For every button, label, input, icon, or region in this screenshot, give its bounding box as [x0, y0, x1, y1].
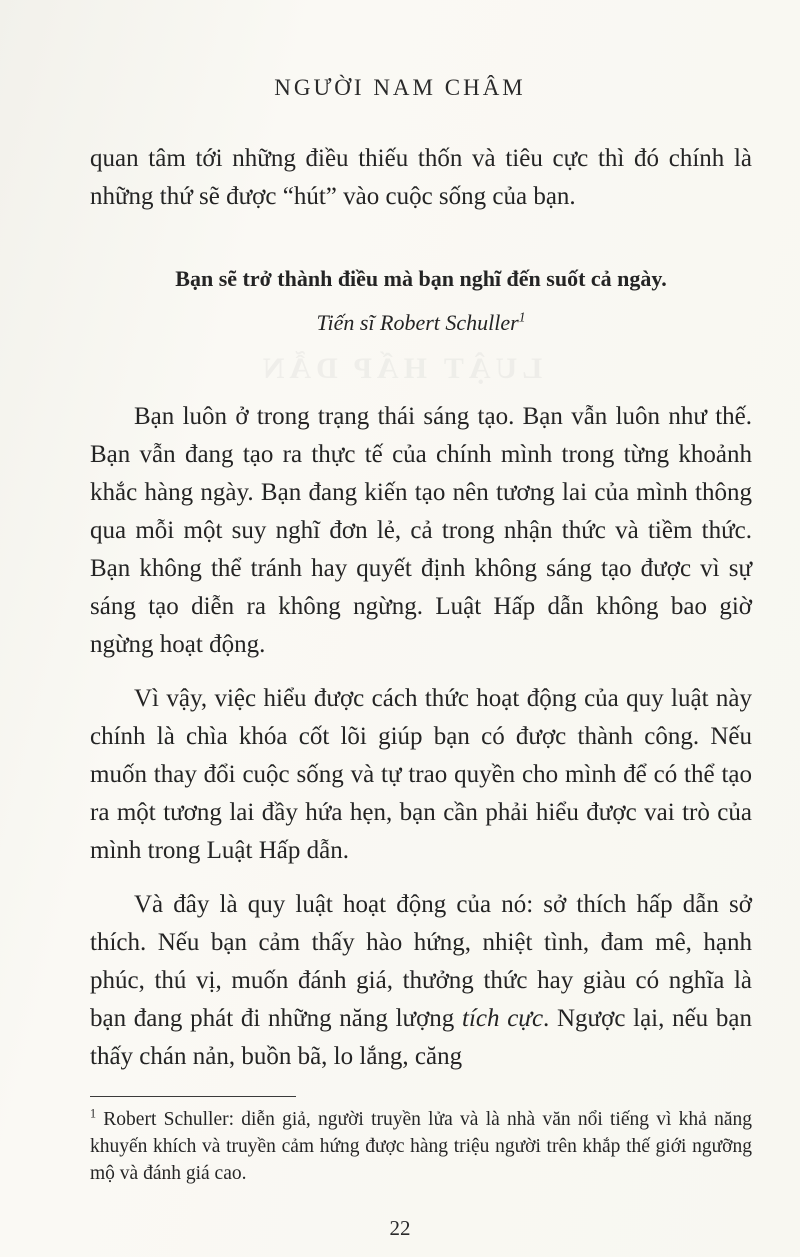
- footnote-marker: 1: [518, 309, 526, 325]
- footnote: [90, 1106, 752, 1187]
- body-paragraph: Vì vậy, việc hiểu được cách thức hoạt động của quy luật này chính là chìa khóa cốt lõi giúp bạn có được thành công. Nếu muốn thay đổi cuộc sống và tự trao quyền cho mình để có thể tạo ra một tương lai đầy hứa hẹn, bạn cần phải hiểu được vai trò của mình trong Luật Hấp dẫn.: [90, 685, 752, 864]
- bleedthrough-text: LUẬT HẤP DẪN: [257, 352, 543, 385]
- quote-attribution: [90, 306, 752, 340]
- continuation-paragraph: quan tâm tới những điều thiếu thốn và tiêu cực thì đó chính là những thứ sẽ được “hút” vào cuộc sống của bạn.: [90, 145, 752, 210]
- running-header: NGƯỜI NAM CHÂM: [274, 75, 526, 100]
- quote-line: Bạn sẽ trở thành điều mà bạn nghĩ đến suốt cả ngày.: [175, 266, 667, 291]
- paragraph-text: . Ngược lại, nếu bạn thấy chán nản, buồn bã, lo lắng, căng: [90, 1005, 752, 1070]
- footnote-block: [90, 1096, 752, 1187]
- footnote-divider: [90, 1096, 296, 1097]
- body-paragraph: Bạn luôn ở trong trạng thái sáng tạo. Bạn vẫn luôn như thế. Bạn vẫn đang tạo ra thực tế của chính mình trong từng khoảnh khắc hàng ngày. Bạn đang kiến tạo nên tương lai của mình thông qua mỗi một suy nghĩ đơn lẻ, cả trong nhận thức và tiềm thức. Bạn không thể tránh hay quyết định không sáng tạo được vì sự sáng tạo diễn ra không ngừng. Luật Hấp dẫn không bao giờ ngừng hoạt động.: [90, 403, 752, 658]
- page-body: [90, 140, 752, 1076]
- paragraph-text: Và đây là quy luật hoạt động của nó: sở thích hấp dẫn sở thích. Nếu bạn cảm thấy hào hứng, nhiệt tình, đam mê, hạnh phúc, thú vị, muốn đánh giá, thưởng thức hay giàu có nghĩa là bạn đang phát đi những năng lượng: [90, 891, 752, 1032]
- footnote-marker: 1: [90, 1106, 97, 1121]
- footnote-text: Robert Schuller: diễn giả, người truyền lửa và là nhà văn nổi tiếng vì khả năng khuyến khích và truyền cảm hứng được hàng triệu người trên khắp thế giới ngưỡng mộ và đánh giá cao.: [90, 1109, 752, 1184]
- quote-author: Tiến sĩ Robert Schuller: [316, 310, 519, 335]
- body-paragraph: [90, 886, 752, 1076]
- page-number: 22: [389, 1216, 411, 1240]
- paragraph-italic-text: tích cực: [462, 1005, 544, 1032]
